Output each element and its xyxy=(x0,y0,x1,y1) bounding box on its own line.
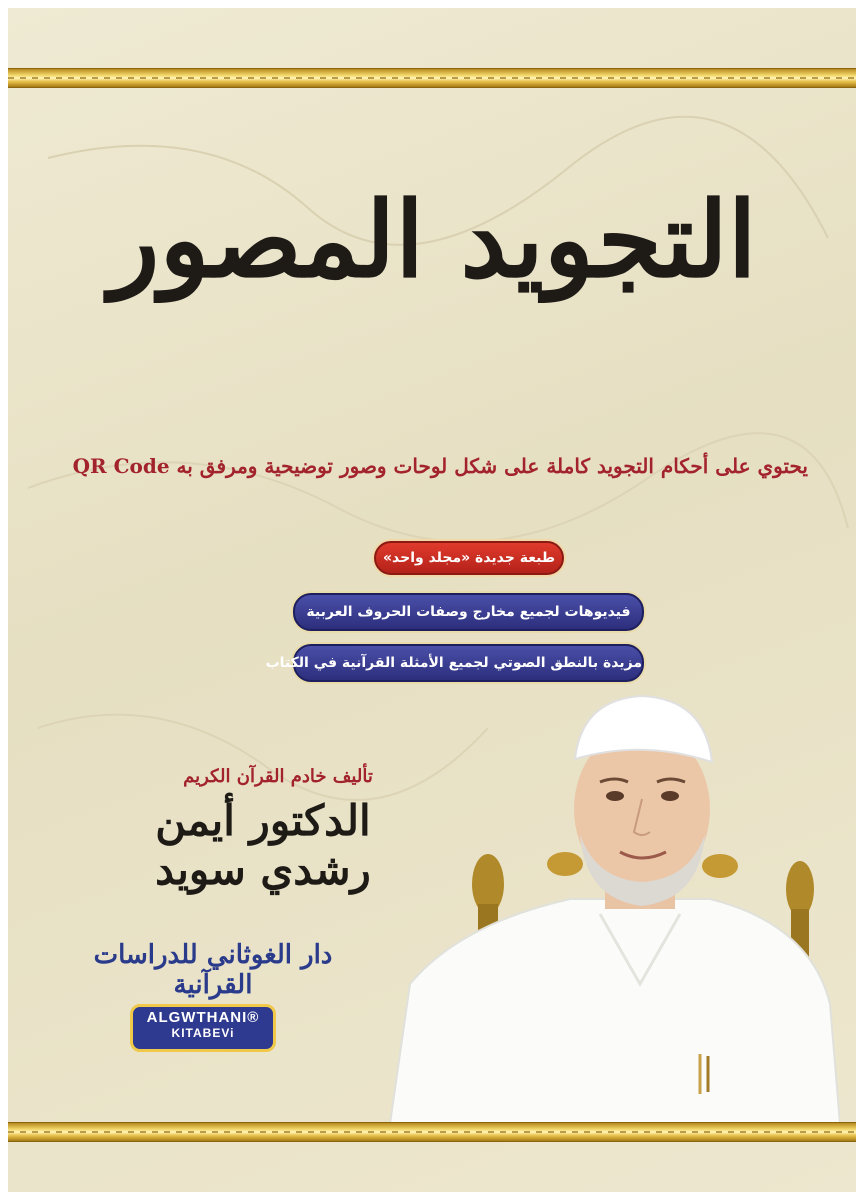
author-prefix: تأليف خادم القرآن الكريم xyxy=(183,766,373,787)
feature-audio-badge: مزيدة بالنطق الصوتي لجميع الأمثلة القرآنية في الكتاب xyxy=(293,644,644,682)
book-cover xyxy=(8,8,856,1192)
publisher-name: دار الغوثاني للدراسات القرآنية xyxy=(93,940,333,1000)
edition-badge: طبعة جديدة «مجلد واحد» xyxy=(374,541,564,575)
author-photo xyxy=(370,684,840,1124)
bottom-gold-border xyxy=(8,1122,856,1142)
author-name: الدكتور أيمن رشدي سويد xyxy=(155,796,371,894)
feature-videos-badge: فيديوهات لجميع مخارج وصفات الحروف العربية xyxy=(293,593,644,631)
logo-line-1: ALGWTHANI® xyxy=(146,1009,260,1026)
book-subtitle: يحتوي على أحكام التجويد كاملة على شكل لوحات وصور توضيحية ومرفق به QR Code xyxy=(72,454,808,478)
publisher-logo xyxy=(130,1004,276,1052)
book-title: التجويد المصور xyxy=(109,178,757,301)
logo-line-2: KITABEVi xyxy=(171,1026,235,1040)
